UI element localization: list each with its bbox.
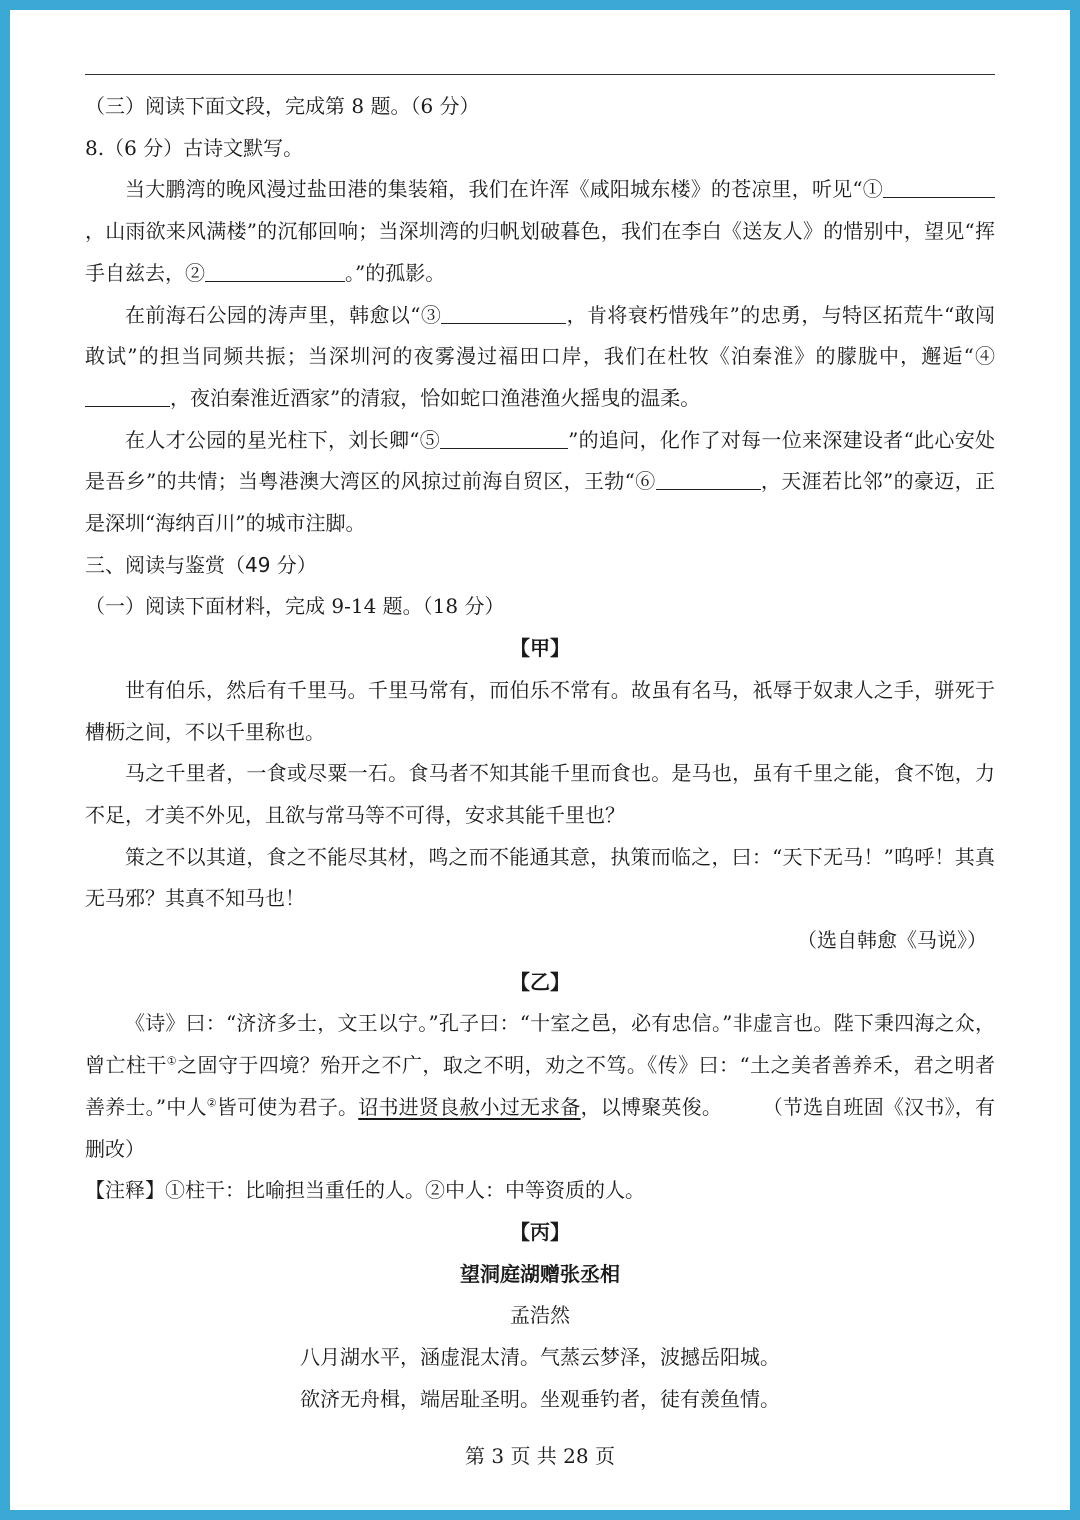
- q8-p2-text-c: ，夜泊秦淮近酒家”的清寂，恰如蛇口渔港渔火摇曳的温柔。: [170, 385, 701, 410]
- q8-p1-text-a: 当大鹏湾的晚风漫过盐田港的集装箱，我们在许浑《咸阳城东楼》的苍凉里，听见“①: [125, 177, 883, 202]
- poem-title: 望洞庭湖赠张丞相: [460, 1261, 620, 1286]
- blank-3[interactable]: [441, 301, 566, 324]
- blank-2[interactable]: [205, 259, 345, 282]
- poem-line-1: 八月湖水平，涵虚混太清。气蒸云梦泽，波撼岳阳城。: [300, 1345, 780, 1370]
- q8-p1-text-b: ，山雨欲来风满楼”的沉郁回响；当深圳湾的归帆划破暮色，我们在李白《送友人》的惜别中，望见“挥手自兹去，②: [85, 219, 995, 285]
- yi-text-3: 皆可使为君子。: [216, 1094, 359, 1119]
- question-8-title: 8.（6 分）古诗文默写。: [85, 135, 304, 160]
- jia-paragraph-1: 世有伯乐，然后有千里马。千里马常有，而伯乐不常有。故虽有名马，祇辱于奴隶人之手，骈死于槽枥之间，不以千里称也。: [85, 677, 995, 744]
- jia-paragraph-3: 策之不以其道，食之不能尽其材，鸣之而不能通其意，执策而临之，曰：“天下无马！”呜呼！其真无马邪？其真不知马也！: [85, 844, 995, 911]
- yi-note-marker-2: ②: [206, 1096, 217, 1110]
- yi-note-marker-1: ①: [166, 1054, 178, 1068]
- yi-text-4: ，以博聚英俊。 （节选自班固《汉书》，有删改）: [85, 1094, 996, 1161]
- yi-text-1: 《诗》曰：“济济多士，文王以宁。”孔子曰：“十室之邑，必有忠信。”非虚言也。陛下秉四海之众，曾亡柱干: [85, 1011, 995, 1078]
- q8-p3-text-a: 在人才公园的星光柱下，刘长卿“⑤: [125, 427, 441, 452]
- blank-4[interactable]: [85, 384, 170, 407]
- yi-paragraph: [85, 1003, 995, 1170]
- yi-text-2: 之固守于四境？殆开之不广，取之不明，劝之不笃。《传》曰：“土之美者善养禾，君之明者善养士。”中人: [85, 1053, 995, 1119]
- page-content: [85, 86, 995, 1421]
- exam-page: [10, 10, 1070, 1510]
- section-3-intro: （三）阅读下面文段，完成第 8 题。（6 分）: [85, 94, 480, 118]
- q8-p2-text-a: 在前海石公园的涛声里，韩愈以“③: [125, 302, 442, 327]
- poem-line-2: 欲济无舟楫，端居耻圣明。坐观垂钓者，徒有羡鱼情。: [300, 1386, 780, 1411]
- q8-p3-text-b: ”的追问，化作了对每一位来深建设者“此心安处是吾乡”的共情；当粤港澳大湾区的风掠过前海自贸区，王勃“⑥: [85, 427, 995, 494]
- q8-p2-text-b: ，肯将衰朽惜残年”的忠勇，与特区拓荒牛“敢闯敢试”的担当同频共振；当深圳河的夜雾漫过福田口岸，我们在杜牧《泊秦淮》的朦胧中，邂逅“④: [85, 302, 996, 369]
- jia-label: 【甲】: [510, 636, 570, 661]
- blank-1[interactable]: [883, 175, 995, 198]
- q8-paragraph-2: [85, 295, 995, 420]
- blank-5[interactable]: [440, 426, 568, 449]
- q8-paragraph-3: [85, 420, 995, 545]
- yi-label: 【乙】: [510, 969, 570, 994]
- jia-paragraph-2: 马之千里者，一食或尽粟一石。食马者不知其能千里而食也。是马也，虽有千里之能，食不饱，力不足，才美不外见，且欲与常马等不可得，安求其能千里也？: [85, 761, 995, 827]
- q8-paragraph-1: [85, 169, 995, 294]
- q8-p1-text-c: 。”的孤影。: [345, 260, 446, 285]
- bing-label: 【丙】: [510, 1219, 570, 1244]
- part-3-sub-1: （一）阅读下面材料，完成 9-14 题。（18 分）: [85, 594, 505, 619]
- blank-6[interactable]: [656, 467, 761, 490]
- page-number: 第 3 页 共 28 页: [465, 1444, 615, 1468]
- yi-underlined-sentence: 诏书进贤良赦小过无求备: [358, 1094, 581, 1119]
- poem-author: 孟浩然: [510, 1303, 570, 1328]
- part-3-title: 三、阅读与鉴赏（49 分）: [85, 552, 317, 577]
- jia-source: （选自韩愈《马说》）: [797, 928, 987, 953]
- yi-annotation: 【注释】①柱干：比喻担当重任的人。②中人：中等资质的人。: [85, 1178, 645, 1203]
- header-rule: [85, 74, 995, 75]
- q8-p3-text-c: ，天涯若比邻”的豪迈，正是深圳“海纳百川”的城市注脚。: [85, 469, 995, 536]
